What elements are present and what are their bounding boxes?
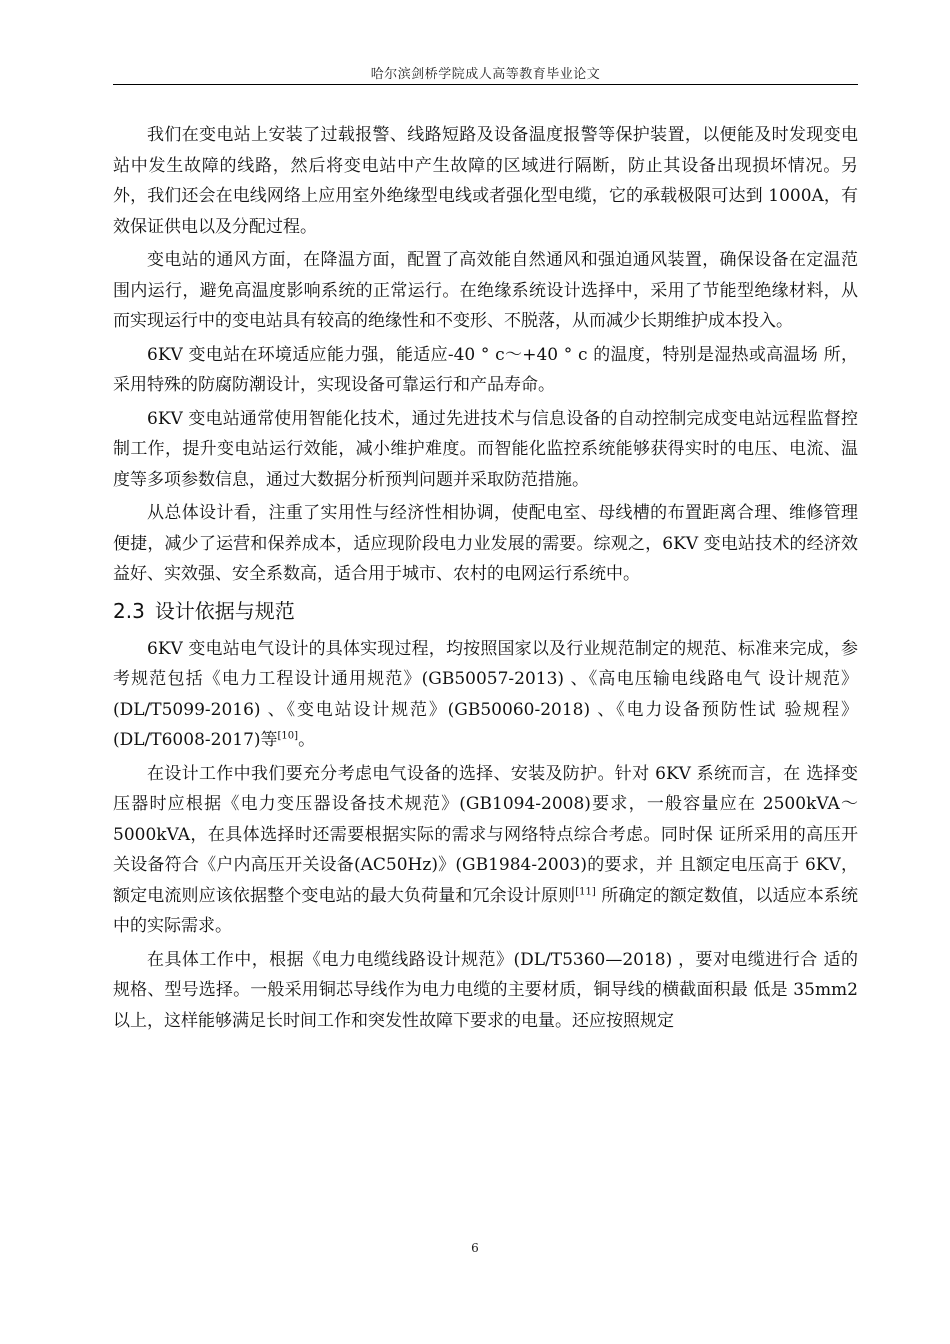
section-heading — [113, 596, 858, 626]
page-body — [113, 120, 858, 1039]
header-rule — [113, 84, 858, 85]
body-paragraph-3: 6KV 变电站在环境适应能力强，能适应-40 ° c～+40 ° c 的温度，特别是湿热或高温场 所，采用特殊的防腐防潮设计，实现设备可靠运行和产品寿命。 — [113, 344, 858, 395]
body-paragraph-2: 变电站的通风方面，在降温方面，配置了高效能自然通风和强迫通风装置，确保设备在定温范围内运行，避免高温度影响系统的正常运行。在绝缘系统设计选择中，采用了节能型绝缘材料，从而实现运行中的变电站具有较高的绝缘性和不变形、不脱落，从而减少长期维护成本投入。 — [113, 250, 858, 331]
body-paragraph-1: 我们在变电站上安装了过载报警、线路短路及设备温度报警等保护装置，以便能及时发现变电站中发生故障的线路，然后将变电站中产生故障的区域进行隔断，防止其设备出现损坏情况。另外，我们还会在电线网络上应用室外绝缘型电线或者强化型电缆，它的承载极限可达到 1000A，有效保证供电以及分配过程。 — [113, 125, 858, 237]
body-paragraph-6 — [113, 634, 858, 756]
section-number: 2.3 — [113, 598, 145, 623]
body-paragraph-7 — [113, 759, 858, 942]
paragraph-text: 在设计工作中我们要充分考虑电气设备的选择、安装及防护。针对 6KV 系统而言，在 选择变压器时应根据《电力变压器设备技术规范》(GB1094-2008)要求，一般容量应在 2500kVA～5000kVA，在具体选择时还需要根据实际的需求与网络特点综合考虑。同时保 证所采用的高压开关设备符合《户内高压开关设备(AC50Hz)》(GB1984-2003)的要求，并 且额定电压高于 6KV，额定电流则应该依据整个变电站的最大负荷量和冗余设计原则 — [113, 763, 858, 906]
page-number: 6 — [471, 1241, 479, 1255]
citation-ref: [10] — [277, 730, 299, 742]
citation-ref: [11] — [575, 885, 596, 897]
section-title-text: 设计依据与规范 — [154, 598, 295, 623]
paragraph-tail: 所确定的额定数值，以适应本系统中的实际需求。 — [113, 885, 859, 936]
page-header: 哈尔滨剑桥学院成人高等教育毕业论文 — [370, 67, 601, 82]
paragraph-text: 在具体工作中，根据《电力电缆线路设计规范》(DL/T5360—2018) ，要对电缆进行合 适的规格、型号选择。一般采用铜芯导线作为电力电缆的主要材质，铜导线的横截面积最 低是 35mm2 以上，这样能够满足长时间工作和突发性故障下要求的电量。还应按照规定 — [113, 949, 858, 1031]
paragraph-tail: 。 — [298, 730, 316, 750]
body-paragraph-5: 从总体设计看，注重了实用性与经济性相协调，使配电室、母线槽的布置距离合理、维修管理便捷，减少了运营和保养成本，适应现阶段电力业发展的需要。综观之，6KV 变电站技术的经济效益好、实效强、安全系数高，适合用于城市、农村的电网运行系统中。 — [113, 503, 858, 584]
paragraph-text: 6KV 变电站电气设计的具体实现过程，均按照国家以及行业规范制定的规范、标准来完成，参考规范包括《电力工程设计通用规范》(GB50057-2013) 、《高电压输电线路电气 设计规范》(DL/T5099-2016) 、《变电站设计规范》(GB50060-2018) 、《电力设备预防性试 验规程》(DL/T6008-2017)等 — [113, 638, 858, 750]
body-paragraph-8 — [113, 945, 858, 1037]
body-paragraph-4: 6KV 变电站通常使用智能化技术，通过先进技术与信息设备的自动控制完成变电站远程监督控制工作，提升变电站运行效能，减小维护难度。而智能化监控系统能够获得实时的电压、电流、温度等多项参数信息，通过大数据分析预判问题并采取防范措施。 — [113, 408, 858, 490]
